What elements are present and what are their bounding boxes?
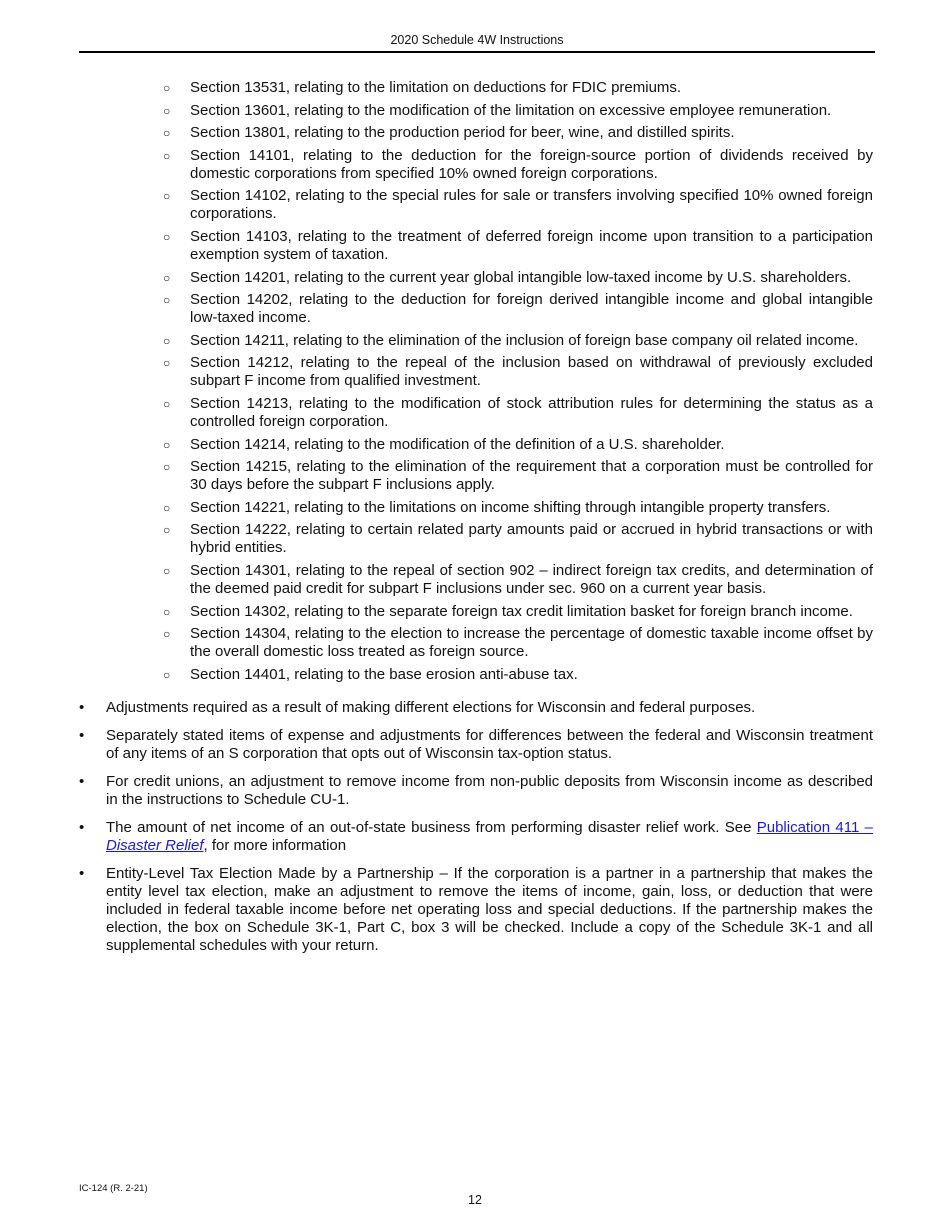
list-item-disaster-relief bbox=[79, 819, 873, 855]
bullet-icon: • bbox=[79, 773, 85, 790]
list-item-text: Separately stated items of expense and adjustments for differences between the federal and Wisconsin treatment of any items of an S corporation that opts out of Wisconsin tax-option status. bbox=[106, 727, 873, 762]
list-item bbox=[160, 147, 873, 183]
hollow-bullet-icon: ○ bbox=[163, 229, 171, 244]
header-divider bbox=[79, 51, 875, 53]
list-item-text: Section 13801, relating to the production period for beer, wine, and distilled spirits. bbox=[190, 124, 735, 142]
bullet-icon: • bbox=[79, 819, 85, 836]
list-item-text: Adjustments required as a result of making different elections for Wisconsin and federal purposes. bbox=[106, 699, 756, 716]
hollow-bullet-icon: ○ bbox=[163, 460, 171, 475]
list-item-text: Section 14401, relating to the base erosion anti-abuse tax. bbox=[190, 665, 578, 683]
list-item-text: The amount of net income of an out-of-state business from performing disaster relief work. See bbox=[106, 819, 757, 836]
hollow-bullet-icon: ○ bbox=[163, 627, 171, 642]
hollow-bullet-icon: ○ bbox=[163, 103, 171, 118]
list-item bbox=[160, 395, 873, 431]
list-item-text: Section 14212, relating to the repeal of the inclusion based on withdrawal of previously excluded subpart F income from qualified investment. bbox=[190, 354, 873, 390]
hollow-bullet-icon: ○ bbox=[163, 189, 171, 204]
list-item-text: Section 14302, relating to the separate foreign tax credit limitation basket for foreign branch income. bbox=[190, 602, 853, 620]
bullet-icon: • bbox=[79, 865, 85, 882]
list-item-text: Section 13601, relating to the modification of the limitation on excessive employee remuneration. bbox=[190, 101, 832, 119]
hollow-bullet-icon: ○ bbox=[163, 126, 171, 141]
list-item bbox=[160, 666, 873, 684]
list-item bbox=[160, 124, 873, 142]
list-item-text-tail: , for more information bbox=[203, 837, 347, 854]
list-item-text: Section 14214, relating to the modification of the definition of a U.S. shareholder. bbox=[190, 435, 725, 453]
list-item-text: Entity-Level Tax Election Made by a Partnership – If the corporation is a partner in a partnership that makes the entity level tax election, make an adjustment to remove the items of income, gain, loss, or deduction that were included in federal taxable income before net operating loss and special deductions. If the partnership makes the election, the box on Schedule 3K-1, Part C, box 3 will be checked. Include a copy of the Schedule 3K-1 and all supplemental schedules with your return. bbox=[106, 865, 873, 954]
list-item-text: Section 13531, relating to the limitation on deductions for FDIC premiums. bbox=[190, 79, 682, 96]
list-item bbox=[160, 521, 873, 557]
hollow-bullet-icon: ○ bbox=[163, 148, 171, 163]
list-item bbox=[160, 228, 873, 264]
list-item bbox=[160, 562, 873, 598]
list-item-credit-unions bbox=[79, 773, 873, 809]
list-item bbox=[160, 354, 873, 390]
federal-sections-list bbox=[160, 79, 873, 688]
list-item-text: Section 14101, relating to the deduction for the foreign-source portion of dividends received by domestic corporations from specified 10% owned foreign corporations. bbox=[190, 146, 873, 182]
list-item-text: Section 14103, relating to the treatment of deferred foreign income upon transition to a participation exemption system of taxation. bbox=[190, 227, 873, 263]
list-item-text: For credit unions, an adjustment to remove income from non-public deposits from Wisconsin income as described in the instructions to Schedule CU-1. bbox=[106, 773, 873, 808]
list-item-entity-level-tax bbox=[79, 865, 873, 955]
list-item-text: Section 14201, relating to the current year global intangible low-taxed income by U.S. shareholders. bbox=[190, 268, 852, 286]
hollow-bullet-icon: ○ bbox=[163, 81, 171, 95]
hollow-bullet-icon: ○ bbox=[163, 270, 171, 285]
list-item bbox=[160, 499, 873, 517]
hollow-bullet-icon: ○ bbox=[163, 333, 171, 348]
list-item bbox=[160, 603, 873, 621]
list-item-text: Section 14215, relating to the elimination of the requirement that a corporation must be controlled for 30 days before the subpart F inclusions apply. bbox=[190, 458, 873, 494]
adjustments-list bbox=[79, 699, 873, 965]
list-item-s-corporation bbox=[79, 727, 873, 763]
page-header: 2020 Schedule 4W Instructions bbox=[390, 33, 564, 47]
list-item-text: Section 14301, relating to the repeal of section 902 – indirect foreign tax credits, and determination of the deemed paid credit for subpart F inclusions under sec. 960 on a current year basis. bbox=[190, 561, 873, 597]
hollow-bullet-icon: ○ bbox=[163, 604, 171, 619]
hollow-bullet-icon: ○ bbox=[163, 396, 171, 411]
bullet-icon: • bbox=[79, 699, 85, 716]
list-item-text: Section 14213, relating to the modification of stock attribution rules for determining the status as a controlled foreign corporation. bbox=[190, 394, 873, 430]
bullet-icon: • bbox=[79, 727, 85, 744]
list-item bbox=[160, 332, 873, 350]
hollow-bullet-icon: ○ bbox=[163, 523, 171, 538]
list-item-text: Section 14211, relating to the elimination of the inclusion of foreign base company oil related income. bbox=[190, 331, 859, 349]
list-item bbox=[160, 436, 873, 454]
list-item-text: Section 14221, relating to the limitations on income shifting through intangible property transfers. bbox=[190, 498, 831, 516]
hollow-bullet-icon: ○ bbox=[163, 500, 171, 515]
list-item-text: Section 14202, relating to the deduction for foreign derived intangible income and global intangible low-taxed income. bbox=[190, 291, 873, 327]
list-item-text: Section 14304, relating to the election to increase the percentage of domestic taxable income offset by the overall domestic loss treated as foreign source. bbox=[190, 625, 873, 661]
hollow-bullet-icon: ○ bbox=[163, 437, 171, 452]
list-item bbox=[160, 458, 873, 494]
form-code: IC-124 (R. 2-21) bbox=[79, 1183, 148, 1194]
list-item bbox=[160, 269, 873, 287]
disaster-relief-link-text: Disaster Relief bbox=[106, 837, 204, 854]
hollow-bullet-icon: ○ bbox=[163, 667, 171, 682]
page-number: 12 bbox=[468, 1193, 482, 1207]
hollow-bullet-icon: ○ bbox=[163, 293, 171, 308]
hollow-bullet-icon: ○ bbox=[163, 356, 171, 371]
list-item bbox=[160, 187, 873, 223]
list-item bbox=[160, 291, 873, 327]
publication-411-link-text: Publication 411 – bbox=[756, 819, 873, 836]
hollow-bullet-icon: ○ bbox=[163, 563, 171, 578]
list-item-elections bbox=[79, 699, 873, 717]
list-item-text: Section 14102, relating to the special rules for sale or transfers involving specified 10% owned foreign corporations. bbox=[190, 187, 873, 223]
list-item bbox=[160, 625, 873, 661]
list-item-text: Section 14222, relating to certain related party amounts paid or accrued in hybrid transactions or with hybrid entities. bbox=[190, 521, 873, 557]
list-item bbox=[160, 79, 873, 97]
list-item bbox=[160, 102, 873, 120]
